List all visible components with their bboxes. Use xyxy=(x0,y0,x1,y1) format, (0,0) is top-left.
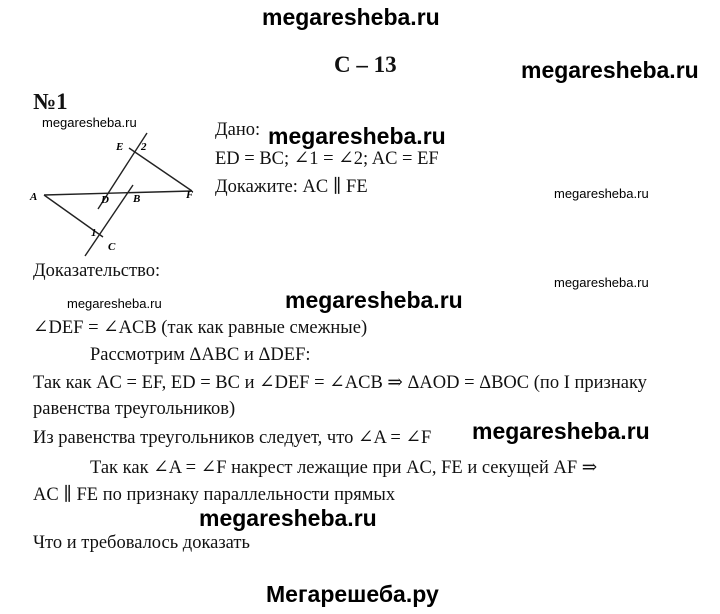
given-label: Дано: xyxy=(215,120,261,140)
watermark-figure: megaresheba.ru xyxy=(42,115,137,130)
label-f: F xyxy=(186,189,194,201)
watermark-bottom-center: megaresheba.ru xyxy=(199,505,377,531)
given-conditions: ED = BC; ∠1 = ∠2; AC = EF xyxy=(215,149,439,169)
proof-conclusion: Что и требовалось доказать xyxy=(33,533,250,553)
watermark-proof-center: megaresheba.ru xyxy=(285,287,463,313)
proof-line-7: AC ∥ FE по признаку параллельности прямых xyxy=(33,485,396,505)
watermark-right-2: megaresheba.ru xyxy=(554,275,649,290)
label-c: C xyxy=(108,241,116,253)
proof-line-3: Так как AC = EF, ED = BC и ∠DEF = ∠ACB ⇒ ΔAOD = ΔBOC (по I признаку xyxy=(33,373,647,393)
proof-line-6: Так как ∠A = ∠F накрест лежащие при AC, FE и секущей AF ⇒ xyxy=(90,458,598,478)
segment-ef xyxy=(129,148,192,191)
label-b: B xyxy=(133,193,141,205)
proof-line-4: равенства треугольников) xyxy=(33,399,236,419)
watermark-top: megaresheba.ru xyxy=(262,4,440,30)
label-angle-1: 1 xyxy=(91,227,97,239)
proof-title: Доказательство: xyxy=(33,261,161,281)
label-e: E xyxy=(116,141,124,153)
proof-line-1: ∠DEF = ∠ACB (так как равные смежные) xyxy=(33,318,368,338)
watermark-header-right: megaresheba.ru xyxy=(521,57,699,83)
label-a: A xyxy=(30,191,38,203)
watermark-given: megaresheba.ru xyxy=(268,123,446,149)
label-d: D xyxy=(101,194,109,206)
proof-line-2: Рассмотрим ΔABC и ΔDEF: xyxy=(90,345,311,365)
label-angle-2: 2 xyxy=(141,141,147,153)
watermark-footer: Мегарешеба.ру xyxy=(266,581,439,607)
problem-number: №1 xyxy=(33,89,68,114)
watermark-equality: megaresheba.ru xyxy=(472,418,650,444)
given-prove: Докажите: AC ∥ FE xyxy=(215,177,368,197)
watermark-right-1: megaresheba.ru xyxy=(554,186,649,201)
proof-line-5: Из равенства треугольников следует, что ∠A = ∠F xyxy=(33,428,432,448)
watermark-proof-left: megaresheba.ru xyxy=(67,296,162,311)
section-heading: С – 13 xyxy=(334,52,397,77)
segment-af xyxy=(44,191,192,195)
